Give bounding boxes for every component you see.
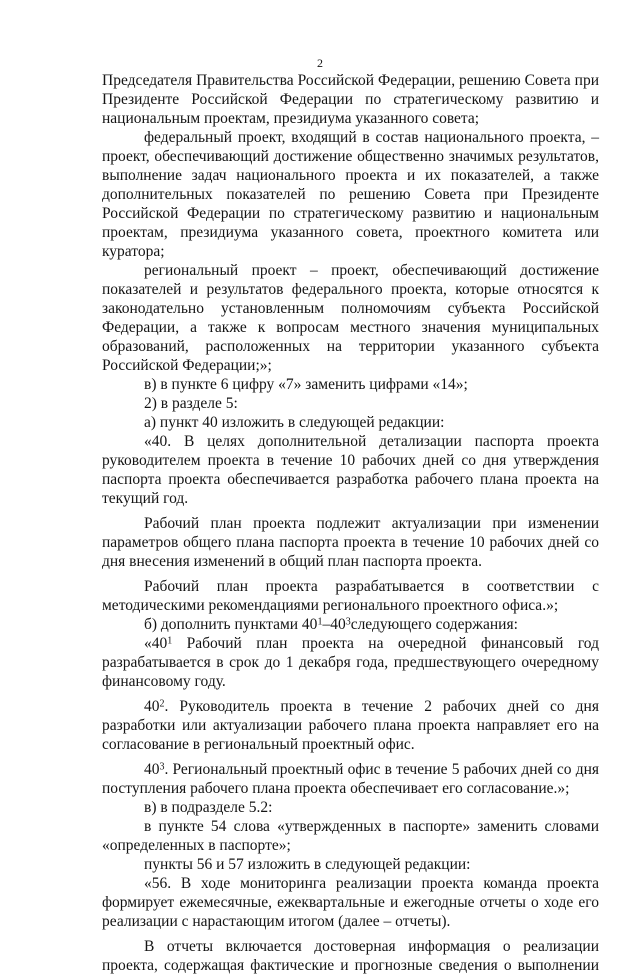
paragraph-13 [102, 760, 599, 798]
paragraph-10-range: –40 [322, 616, 346, 633]
paragraph-10 [102, 615, 599, 634]
paragraph-5: 2) в разделе 5: [144, 395, 238, 412]
paragraph-14: в) в подразделе 5.2: [144, 799, 273, 816]
paragraph-11-number: «40 [144, 635, 168, 652]
paragraph-13-number: 40 [144, 761, 160, 778]
paragraph-13-text: . Региональный проектный офис в течение 5 рабочих дней со дня поступления рабочего плана проекта обеспечивает его согласование.»; [102, 761, 599, 797]
paragraph-6: а) пункт 40 изложить в следующей редакции: [144, 414, 445, 431]
paragraph-10-text: б) дополнить пунктами 40 [144, 616, 318, 633]
paragraph-12-number: 40 [144, 698, 160, 715]
superscript-3: 3 [345, 616, 351, 628]
superscript-2: 2 [159, 698, 165, 710]
paragraph-16: пункты 56 и 57 изложить в следующей редакции: [144, 856, 471, 873]
paragraph-2: федеральный проект, входящий в состав национального проекта, – проект, обеспечивающий достижение общественно значимых результатов, выполнение задач национального проекта и их показателей, а также дополнительных показателей по решению Совета при Президенте Российской Федерации по стратегическому развитию и национальным проектам, президиума указанного совета, проектного комитета или куратора; [102, 129, 599, 260]
paragraph-11-text: Рабочий план проекта на очередной финансовый год разрабатывается в срок до 1 декабря года, предшествующего очередному финансовому году. [102, 635, 599, 690]
superscript-3: 3 [159, 761, 165, 773]
paragraph-7: «40. В целях дополнительной детализации паспорта проекта руководителем проекта в течение 10 рабочих дней со дня утверждения паспорта проекта обеспечивается разработка рабочего плана проекта на текущий год. [102, 433, 599, 507]
paragraph-11 [102, 634, 599, 691]
paragraph-3: региональный проект – проект, обеспечивающий достижение показателей и результатов федерального проекта, которые относятся к законодательно установленным полномочиям субъекта Российской Федерации, а также к вопросам местного значения муниципальных образований, расположенных на территории указанного субъекта Российской Федерации;»; [102, 262, 599, 374]
paragraph-4: в) в пункте 6 цифру «7» заменить цифрами «14»; [144, 376, 468, 393]
document-body [102, 71, 599, 975]
paragraph-9: Рабочий план проекта разрабатывается в соответствии с методическими рекомендациями регионального проектного офиса.»; [102, 578, 599, 614]
paragraph-17: «56. В ходе мониторинга реализации проекта команда проекта формирует ежемесячные, ежеквартальные и ежегодные отчеты о ходе его реализации с нарастающим итогом (далее – отчеты). [102, 875, 599, 930]
paragraph-8: Рабочий план проекта подлежит актуализации при изменении параметров общего плана паспорта проекта в течение 10 рабочих дней со дня внесения изменений в общий план паспорта проекта. [102, 515, 599, 570]
superscript-1: 1 [317, 616, 323, 628]
page-number: 2 [317, 56, 323, 70]
paragraph-18: В отчеты включается достоверная информация о реализации проекта, содержащая фактические и прогнозные сведения о выполнении [102, 938, 599, 974]
paragraph-15: в пункте 54 слова «утвержденных в паспорте» заменить словами «определенных в паспорте»; [102, 818, 599, 854]
paragraph-12 [102, 697, 599, 754]
paragraph-1: Председателя Правительства Российской Федерации, решению Совета при Президенте Российской Федерации по стратегическому развитию и национальным проектам, президиума указанного совета; [102, 72, 599, 127]
paragraph-12-text: . Руководитель проекта в течение 2 рабочих дней со дня разработки или актуализации рабочего плана проекта направляет его на согласование в региональный проектный офис. [102, 698, 599, 753]
superscript-1: 1 [167, 635, 173, 647]
paragraph-10-tail: следующего содержания: [350, 616, 518, 633]
